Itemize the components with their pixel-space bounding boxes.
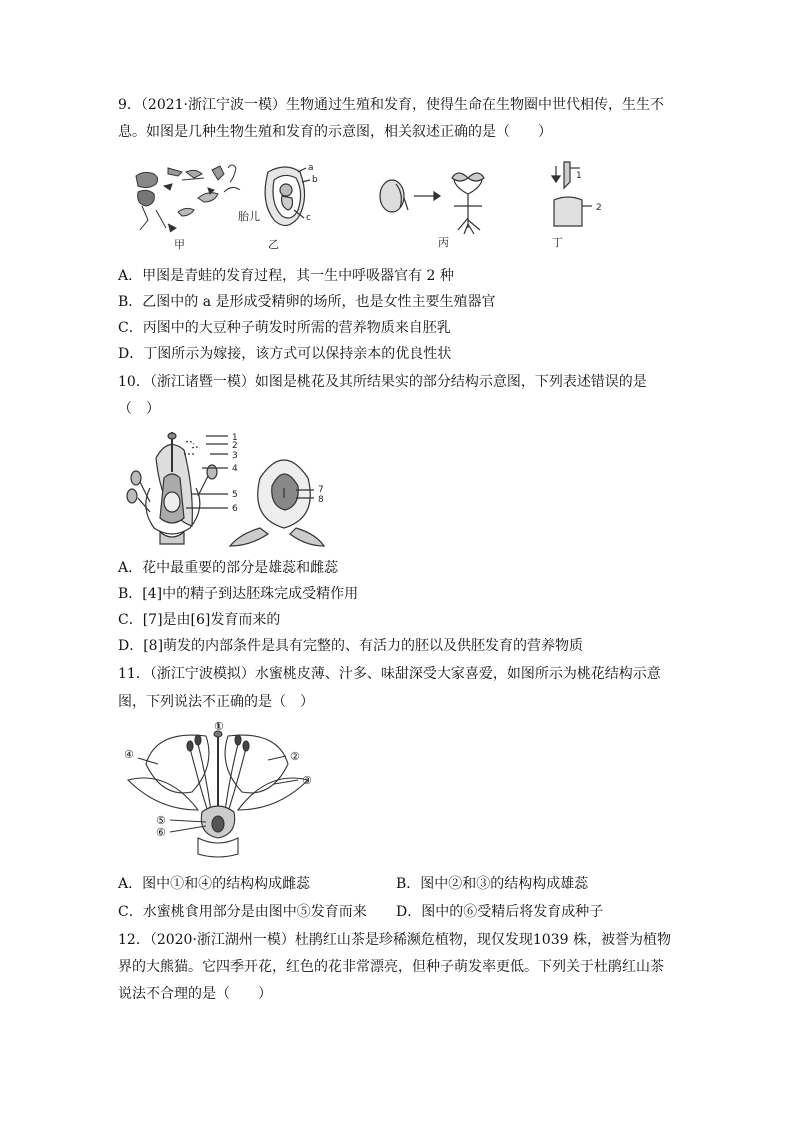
q10-label-3: 3 bbox=[232, 451, 238, 461]
fig-label-c: c bbox=[306, 213, 311, 223]
q10-option-d: D．[8]萌发的内部条件是具有完整的、有活力的胚以及供胚发育的营养物质 bbox=[118, 638, 584, 654]
fig-label-ding: 丁 bbox=[552, 236, 563, 249]
q10-label-6: 6 bbox=[232, 504, 238, 514]
q11-option-d: D．图中的⑥受精后将发育成种子 bbox=[396, 904, 604, 920]
q10-option-b: B．[4]中的精子到达胚珠完成受精作用 bbox=[118, 586, 359, 602]
seed-germination-drawing bbox=[380, 173, 484, 234]
q10-figure-svg bbox=[120, 428, 340, 548]
fig-label-ding-1: 1 bbox=[576, 171, 582, 181]
q10-label-8: 8 bbox=[318, 495, 324, 505]
q12-stem-line1: 12．（2020·浙江湖州一模）杜鹃红山茶是珍稀濒危植物，现仅发现1039 株，被誉为植物 bbox=[118, 932, 671, 948]
fig-label-ding-2: 2 bbox=[596, 203, 602, 213]
q9-stem-line2: 息。如图是几种生物生殖和发育的示意图，相关叙述正确的是（ ） bbox=[118, 124, 552, 140]
q12-stem-line3: 说法不合理的是（ ） bbox=[118, 986, 272, 1002]
q11-option-a: A．图中①和④的结构构成雌蕊 bbox=[118, 876, 311, 892]
q11-figure bbox=[118, 720, 348, 860]
q9-stem-line1: 9．（2021·浙江宁波一模）生物通过生殖和发育，使得生命在生物圈中世代相传，生生不 bbox=[118, 97, 664, 113]
fig-label-taier: 胎儿 bbox=[238, 210, 260, 223]
q11-label-5: ⑤ bbox=[156, 814, 166, 827]
uterus-fetus-drawing bbox=[265, 167, 310, 226]
q9-figure-svg bbox=[128, 158, 628, 250]
q10-label-2: 2 bbox=[232, 441, 238, 451]
q11-label-2: ② bbox=[290, 750, 300, 763]
q10-label-7: 7 bbox=[318, 485, 324, 495]
q10-figure bbox=[120, 428, 340, 548]
q10-option-c: C．[7]是由[6]发育而来的 bbox=[118, 612, 281, 628]
q11-label-1: ① bbox=[214, 720, 224, 733]
q9-figure bbox=[128, 158, 628, 250]
q10-option-a: A．花中最重要的部分是雄蕊和雌蕊 bbox=[118, 560, 339, 576]
q11-label-4: ④ bbox=[124, 748, 134, 761]
q11-label-3: ③ bbox=[302, 774, 312, 787]
peach-flower-section-drawing bbox=[128, 722, 308, 857]
fig-label-jia: 甲 bbox=[174, 238, 185, 251]
q9-option-b: B．乙图中的 a 是形成受精卵的场所，也是女性主要生殖器官 bbox=[118, 294, 496, 310]
q11-stem-line2: 图，下列说法不正确的是（ ） bbox=[118, 694, 314, 710]
q9-option-c: C．丙图中的大豆种子萌发时所需的营养物质来自胚乳 bbox=[118, 320, 451, 336]
peach-flower-drawing bbox=[127, 432, 324, 546]
fig-label-yi: 乙 bbox=[268, 238, 279, 251]
grafting-drawing bbox=[552, 162, 592, 226]
fig-label-b: b bbox=[312, 175, 318, 185]
frog-lifecycle-drawing bbox=[136, 165, 240, 232]
q11-label-6: ⑥ bbox=[156, 826, 166, 839]
q9-option-a: A．甲图是青蛙的发育过程，其一生中呼吸器官有 2 种 bbox=[118, 268, 454, 284]
fig-label-bing: 丙 bbox=[438, 236, 449, 249]
q10-label-1: 1 bbox=[232, 433, 238, 443]
q10-stem-line2: （ ） bbox=[118, 401, 160, 417]
q11-option-b: B．图中②和③的结构构成雄蕊 bbox=[396, 876, 589, 892]
q10-label-4: 4 bbox=[232, 464, 238, 474]
q10-stem-line1: 10．（浙江诸暨一模）如图是桃花及其所结果实的部分结构示意图，下列表述错误的是 bbox=[118, 374, 647, 390]
fig-label-a: a bbox=[308, 163, 314, 173]
q10-label-5: 5 bbox=[232, 490, 238, 500]
q12-stem-line2: 界的大熊猫。它四季开花，红色的花非常漂亮，但种子萌发率更低。下列关于杜鹃红山茶 bbox=[118, 959, 664, 975]
q11-option-c: C．水蜜桃食用部分是由图中⑤发育而来 bbox=[118, 904, 367, 920]
q11-figure-svg bbox=[118, 720, 348, 860]
q11-stem-line1: 11．（浙江宁波模拟）水蜜桃皮薄、汁多、味甜深受大家喜爱，如图所示为桃花结构示意 bbox=[118, 666, 661, 682]
q9-option-d: D．丁图所示为嫁接，该方式可以保持亲本的优良性状 bbox=[118, 346, 452, 362]
